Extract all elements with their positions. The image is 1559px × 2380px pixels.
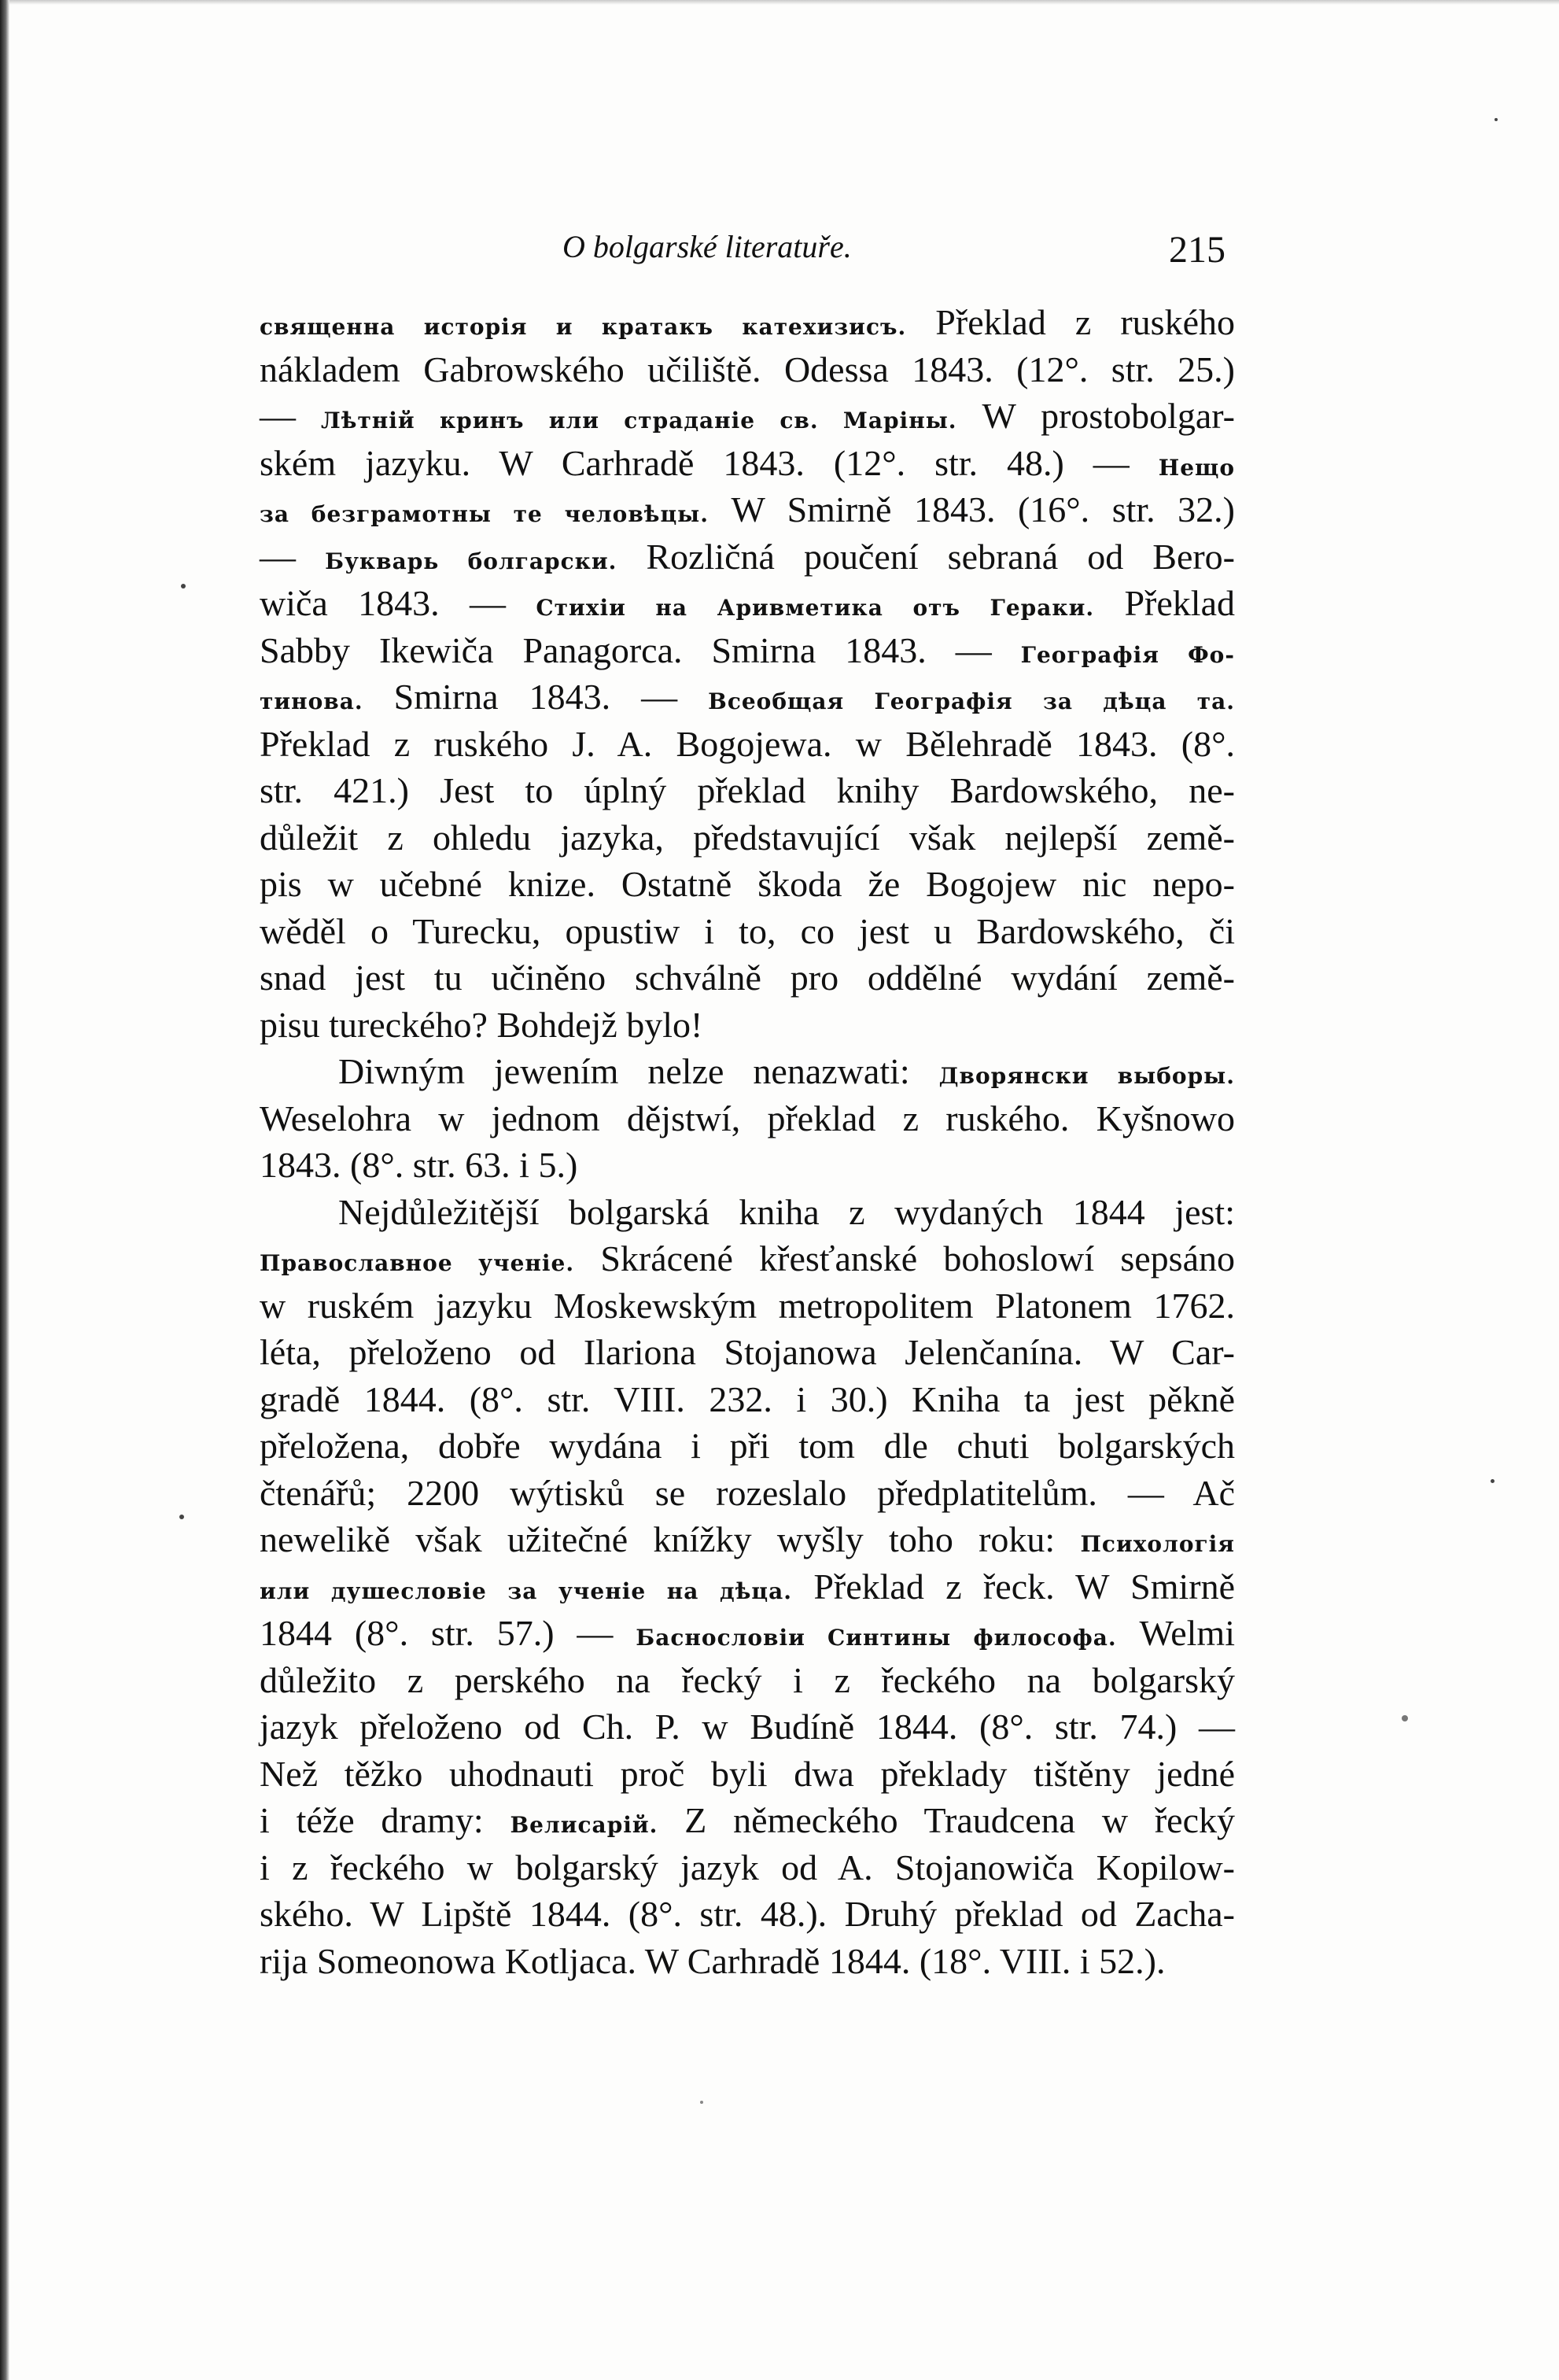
- body-text: [260, 299, 1235, 1984]
- text-segment: přeložena, dobře wydána i při tom dle chuti bolgarských: [260, 1426, 1235, 1466]
- text-line: [260, 1235, 1235, 1282]
- text-line: [260, 393, 1235, 440]
- text-line: [260, 1142, 1235, 1189]
- text-line: [260, 1563, 1235, 1611]
- text-segment: W prostobolgar-: [956, 396, 1236, 436]
- cyrillic-title: Психологія: [1080, 1531, 1235, 1557]
- cyrillic-title: Стихіи на Аривметика отъ Гераки.: [536, 595, 1095, 621]
- text-segment: Nejdůležitější bolgarská kniha z wydaných 1844 jest:: [338, 1191, 1235, 1232]
- text-line: [260, 1703, 1235, 1751]
- text-line: [260, 1189, 1235, 1236]
- text-segment: 1843. (8°. str. 63. i 5.): [260, 1145, 578, 1185]
- text-line: [260, 1048, 1235, 1095]
- text-segment: Diwným jewením nelze nenazwati:: [338, 1051, 939, 1091]
- text-line: [260, 1282, 1235, 1330]
- text-line: [260, 767, 1235, 814]
- text-line: [260, 1376, 1235, 1423]
- page-number: 215: [1169, 229, 1225, 271]
- text-segment: str. 421.) Jest to úplný překlad knihy Bardowského, ne-: [260, 770, 1235, 810]
- text-line: [260, 486, 1235, 533]
- text-segment: —: [260, 536, 326, 577]
- text-segment: čtenářů; 2200 wýtisků se rozeslalo předplatitelům. — Ač: [260, 1472, 1235, 1513]
- text-segment: důležit z ohledu jazyka, představující však nejlepší země-: [260, 817, 1235, 858]
- cyrillic-title: Лѣтній кринъ или страданіе св. Маріны.: [321, 408, 957, 434]
- text-line: [260, 533, 1235, 581]
- text-line: [260, 1422, 1235, 1470]
- ink-speck: [179, 1515, 184, 1519]
- text-line: [260, 580, 1235, 627]
- text-segment: gradě 1844. (8°. str. VIII. 232. i 30.) Kniha ta jest pěkně: [260, 1378, 1235, 1419]
- cyrillic-title: или душесловіе за ученіе на дѣца.: [260, 1577, 792, 1604]
- text-segment: nákladem Gabrowského učiliště. Odessa 1843. (12°. str. 25.): [260, 349, 1235, 389]
- text-line: [260, 1657, 1235, 1704]
- binding-edge: [0, 0, 9, 2380]
- text-segment: pis w učebné knize. Ostatně škoda že Bogojew nic nepo-: [260, 864, 1235, 904]
- text-segment: Smirna 1843. —: [363, 677, 709, 717]
- text-segment: Sabby Ikewiča Panagorca. Smirna 1843. —: [260, 629, 1021, 670]
- ink-speck: [1402, 1715, 1408, 1721]
- text-segment: Překlad z řeck. W Smirně: [791, 1566, 1236, 1607]
- cyrillic-title: тинова.: [260, 688, 363, 714]
- text-line: [260, 1844, 1235, 1891]
- text-segment: 1844 (8°. str. 57.) —: [260, 1613, 636, 1653]
- text-segment: snad jest tu učiněno schválně pro oddělné wydání země-: [260, 958, 1235, 998]
- text-segment: Než těžko uhodnauti proč byli dwa překlady tištěny jedné: [260, 1753, 1235, 1794]
- text-segment: W Smirně 1843. (16°. str. 32.): [708, 489, 1235, 530]
- text-line: [260, 673, 1235, 721]
- text-line: [260, 1470, 1235, 1517]
- text-segment: Weselohra w jednom dějstwí, překlad z ruského. Kyšnowo: [260, 1098, 1235, 1138]
- text-segment: newelikě však užitečné knížky wyšly toho roku:: [260, 1519, 1081, 1559]
- cyrillic-title: священна исторія и кратакъ катехизисъ.: [260, 314, 907, 340]
- text-segment: i z řeckého w bolgarský jazyk od A. Stojanowiča Kopilow-: [260, 1847, 1235, 1887]
- text-segment: wiča 1843. —: [260, 583, 536, 623]
- text-line: [260, 1751, 1235, 1798]
- cyrillic-title: Географія Фо-: [1020, 641, 1235, 668]
- text-segment: rija Someonowa Kotljaca. W Carhradě 1844. (18°. VIII. i 52.).: [260, 1940, 1166, 1981]
- cyrillic-title: Дворянски выборы.: [938, 1063, 1235, 1089]
- text-segment: léta, přeloženo od Ilariona Stojanowa Jelenčanína. W Car-: [260, 1332, 1235, 1372]
- text-segment: ského. W Lipště 1844. (8°. str. 48.). Druhý překlad od Zacha-: [260, 1894, 1235, 1934]
- text-segment: Rozličná poučení sebraná od Bero-: [617, 536, 1235, 577]
- cyrillic-title: Букварь болгарски.: [325, 548, 617, 574]
- text-line: [260, 1938, 1235, 1985]
- top-page-edge: [0, 0, 1559, 5]
- text-segment: ském jazyku. W Carhradě 1843. (12°. str. 48.) —: [260, 442, 1159, 483]
- text-line: [260, 1797, 1235, 1844]
- running-header: [260, 228, 1235, 279]
- cyrillic-title: за безграмотны те человѣцы.: [260, 501, 709, 527]
- cyrillic-title: Велисарій.: [510, 1812, 658, 1838]
- text-line: [260, 1095, 1235, 1142]
- ink-speck: [1495, 118, 1498, 121]
- text-segment: jazyk přeloženo od Ch. P. w Budíně 1844. (8°. str. 74.) —: [260, 1707, 1235, 1747]
- ink-speck: [700, 2101, 703, 2104]
- text-segment: i téže dramy:: [260, 1800, 510, 1840]
- running-title: O bolgarské literatuře.: [562, 229, 852, 264]
- cyrillic-title: Нещо: [1158, 454, 1235, 481]
- cyrillic-title: Баснословіи Синтины философа.: [636, 1625, 1117, 1651]
- text-line: [260, 721, 1235, 768]
- text-segment: Překlad: [1094, 583, 1235, 623]
- text-line: [260, 954, 1235, 1002]
- text-line: [260, 346, 1235, 393]
- text-segment: Z německého Traudcena w řecký: [658, 1800, 1235, 1840]
- text-segment: Překlad z ruského: [906, 302, 1235, 342]
- text-line: [260, 814, 1235, 862]
- text-line: [260, 1329, 1235, 1376]
- ink-speck: [181, 584, 186, 589]
- text-line: [260, 1891, 1235, 1938]
- text-line: [260, 440, 1235, 487]
- text-segment: Welmi: [1116, 1613, 1235, 1653]
- text-segment: w ruském jazyku Moskewským metropolitem Platonem 1762.: [260, 1285, 1235, 1326]
- text-segment: —: [260, 396, 321, 436]
- cyrillic-title: Православное ученіе.: [260, 1250, 575, 1276]
- text-segment: pisu tureckého? Bohdejž bylo!: [260, 1004, 703, 1045]
- text-line: [260, 1002, 1235, 1049]
- text-line: [260, 299, 1235, 346]
- text-segment: Skrácené křesťanské bohoslowí sepsáno: [574, 1238, 1235, 1279]
- text-segment: Překlad z ruského J. A. Bogojewa. w Bělehradě 1843. (8°.: [260, 723, 1235, 764]
- text-segment: wěděl o Turecku, opustiw i to, co jest u Bardowského, či: [260, 910, 1235, 951]
- text-line: [260, 908, 1235, 955]
- text-line: [260, 1516, 1235, 1563]
- text-segment: důležito z perského na řecký i z řeckého na bolgarský: [260, 1659, 1235, 1700]
- text-line: [260, 861, 1235, 908]
- ink-speck: [1491, 1479, 1495, 1483]
- text-line: [260, 627, 1235, 674]
- cyrillic-title: Всеобщая Географія за дѣца та.: [708, 688, 1235, 714]
- text-line: [260, 1610, 1235, 1657]
